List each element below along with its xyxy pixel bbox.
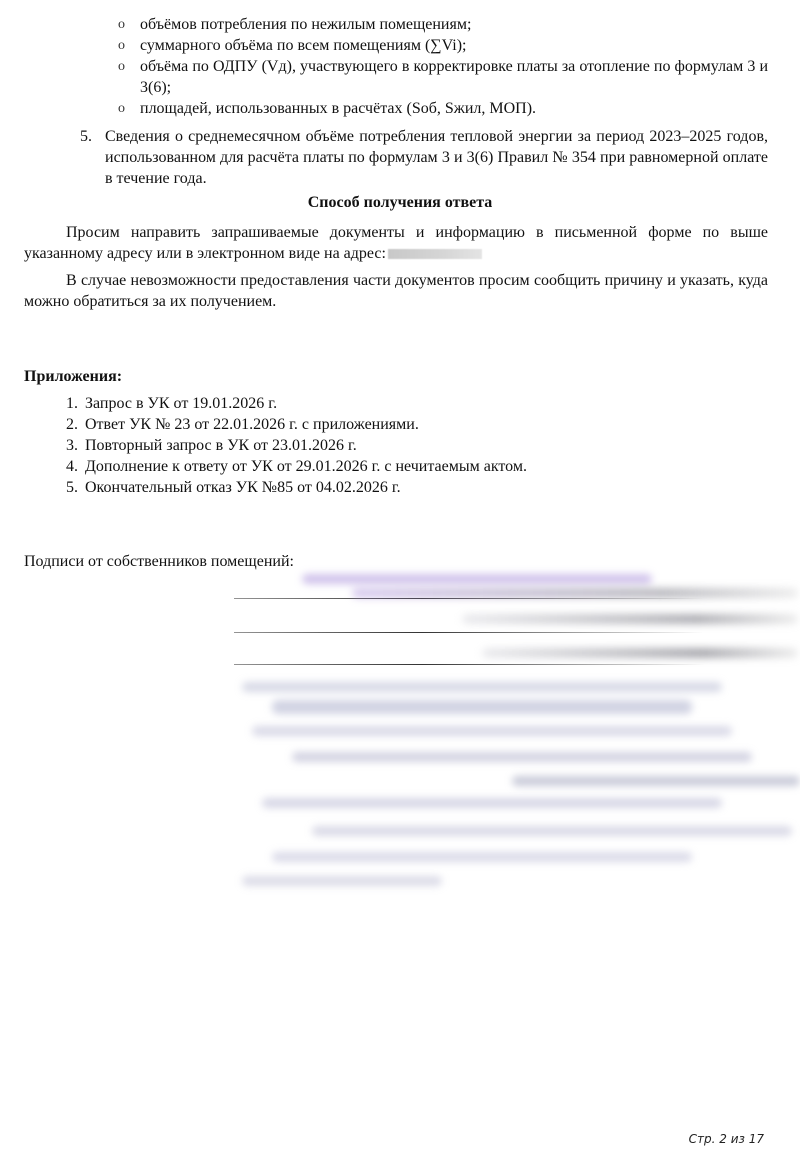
circle-bullet-icon: o [118,101,125,116]
blur-streak [252,726,732,736]
page-number: Стр. 2 из 17 [688,1132,764,1146]
sub-bullet-item [0,14,800,35]
attachment-item [0,435,800,456]
circle-bullet-icon: o [118,17,125,32]
sub-bullet-text: объёма по ОДПУ (Vд), участвующего в корректировке платы за отопление по формулам 3 и 3(6); [140,58,768,96]
attachment-item [0,414,800,435]
sub-bullet-text: суммарного объёма по всем помещениям (∑Vi); [140,37,467,54]
attachment-item [0,456,800,477]
sub-bullet-text: площадей, использованных в расчётах (Sоб, Sжил, МОП). [140,100,537,117]
blur-streak [262,798,722,808]
attachments-title: Приложения: [24,368,123,385]
paragraph-partial-documents: В случае невозможности предоставления части документов просим сообщить причину и указать, куда можно обратиться за их получением. [24,272,768,310]
blur-streak [242,876,442,886]
sub-bullet-list [0,14,800,119]
circle-bullet-icon: o [118,38,125,53]
blur-streak [312,826,792,836]
blur-streak [242,682,722,692]
sub-bullet-item [0,35,800,56]
signature-line [234,632,704,633]
list-item-text: Сведения о среднемесячном объёме потребления тепловой энергии за период 2023–2025 годов, использованном для расчёта платы по формулам 3 и 3(6) Правил № 354 при равномерной оплате в течение года. [105,128,768,187]
attachment-number: 4. [66,458,78,475]
sub-bullet-item [0,56,800,98]
blur-streak [462,614,798,624]
attachments-list [0,393,800,498]
attachment-text: Повторный запрос в УК от 23.01.2026 г. [85,437,357,454]
signature-line [234,598,704,599]
sub-bullet-item [0,98,800,119]
section-heading: Способ получения ответа [307,194,493,211]
blur-streak [272,700,692,714]
paragraph-response-method [24,222,768,264]
blur-streak [272,852,692,862]
attachment-number: 1. [66,395,78,412]
signature-line [234,664,704,665]
paragraph-text: Просим направить запрашиваемые документы и информацию в письменной форме по выше указанному адресу или в электронном виде на адрес: [24,224,768,262]
list-number: 5. [80,128,92,145]
attachment-text: Окончательный отказ УК №85 от 04.02.2026 г. [85,479,401,496]
blur-streak [302,574,652,584]
attachment-number: 2. [66,416,78,433]
redacted-signatures-block [232,570,800,930]
blur-streak [352,588,798,598]
redacted-email [388,249,482,259]
attachment-item [0,393,800,414]
attachment-number: 5. [66,479,78,496]
signatures-label: Подписи от собственников помещений: [24,553,294,570]
numbered-list-item [0,126,800,189]
circle-bullet-icon: o [118,59,125,74]
attachment-text: Ответ УК № 23 от 22.01.2026 г. с приложениями. [85,416,419,433]
blur-streak [482,648,798,658]
attachment-text: Дополнение к ответу от УК от 29.01.2026 г. с нечитаемым актом. [85,458,527,475]
attachment-text: Запрос в УК от 19.01.2026 г. [85,395,278,412]
blur-streak [512,776,800,786]
attachment-number: 3. [66,437,78,454]
attachment-item [0,477,800,498]
blur-streak [292,752,752,762]
sub-bullet-text: объёмов потребления по нежилым помещениям; [140,16,472,33]
